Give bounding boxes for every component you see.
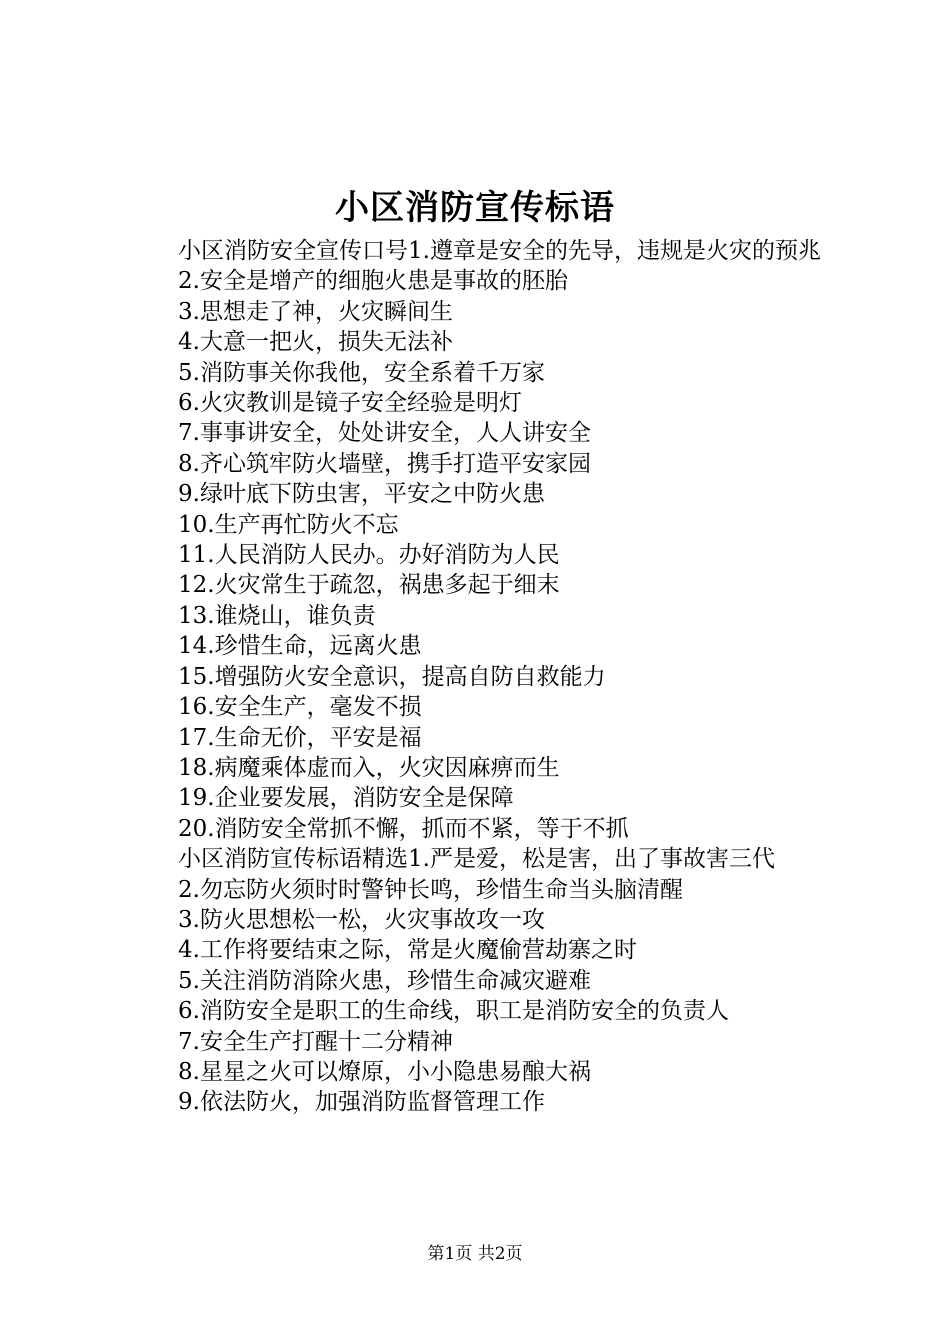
slogan-line: 4.工作将要结束之际，常是火魔偷营劫寨之时 [178,937,637,964]
document-title: 小区消防宣传标语 [335,188,615,228]
slogan-line: 19.企业要发展，消防安全是保障 [178,785,514,812]
slogan-line: 12.火灾常生于疏忽，祸患多起于细末 [178,572,560,599]
slogan-line: 10.生产再忙防火不忘 [178,511,399,538]
slogan-line: 6.消防安全是职工的生命线，职工是消防安全的负责人 [178,998,729,1025]
slogan-line: 7.事事讲安全，处处讲安全，人人讲安全 [178,420,591,447]
section2-intro: 小区消防宣传标语精选1.严是爱，松是害，出了事故害三代 [178,846,775,873]
slogan-line: 8.齐心筑牢防火墙壁，携手打造平安家园 [178,450,591,477]
slogan-line: 17.生命无价，平安是福 [178,724,422,751]
slogan-line: 6.火灾教训是镜子安全经验是明灯 [178,390,522,417]
slogan-line: 2.勿忘防火须时时警钟长鸣，珍惜生命当头脑清醒 [178,876,683,903]
slogan-line: 13.谁烧山，谁负责 [178,602,376,629]
slogan-line: 4.大意一把火，损失无法补 [178,329,453,356]
slogan-line: 11.人民消防人民办。办好消防为人民 [178,542,560,569]
slogan-line: 9.绿叶底下防虫害，平安之中防火患 [178,481,545,508]
slogan-line: 3.防火思想松一松，火灾事故攻一攻 [178,906,545,933]
slogan-line: 18.病魔乘体虚而入，火灾因麻痹而生 [178,754,560,781]
slogan-line: 14.珍惜生命，远离火患 [178,633,422,660]
document-body [130,236,830,1118]
slogan-line: 3.思想走了神，火灾瞬间生 [178,298,453,325]
slogan-line: 15.增强防火安全意识，提高自防自救能力 [178,663,606,690]
page-number-footer: 第1页 共2页 [427,1244,523,1264]
slogan-line: 5.消防事关你我他，安全系着千万家 [178,359,545,386]
section1-intro: 小区消防安全宣传口号1.遵章是安全的先导，违规是火灾的预兆 [178,238,821,264]
slogan-line: 8.星星之火可以燎原，小小隐患易酿大祸 [178,1058,591,1085]
slogan-line: 9.依法防火，加强消防监督管理工作 [178,1089,545,1116]
slogan-line: 5.关注消防消除火患，珍惜生命减灾避难 [178,967,591,994]
slogan-line: 7.安全生产打醒十二分精神 [178,1028,453,1055]
slogan-line: 2.安全是增产的细胞火患是事故的胚胎 [178,268,568,295]
slogan-line: 16.安全生产，毫发不损 [178,694,422,721]
slogan-line: 20.消防安全常抓不懈，抓而不紧，等于不抓 [178,815,629,842]
